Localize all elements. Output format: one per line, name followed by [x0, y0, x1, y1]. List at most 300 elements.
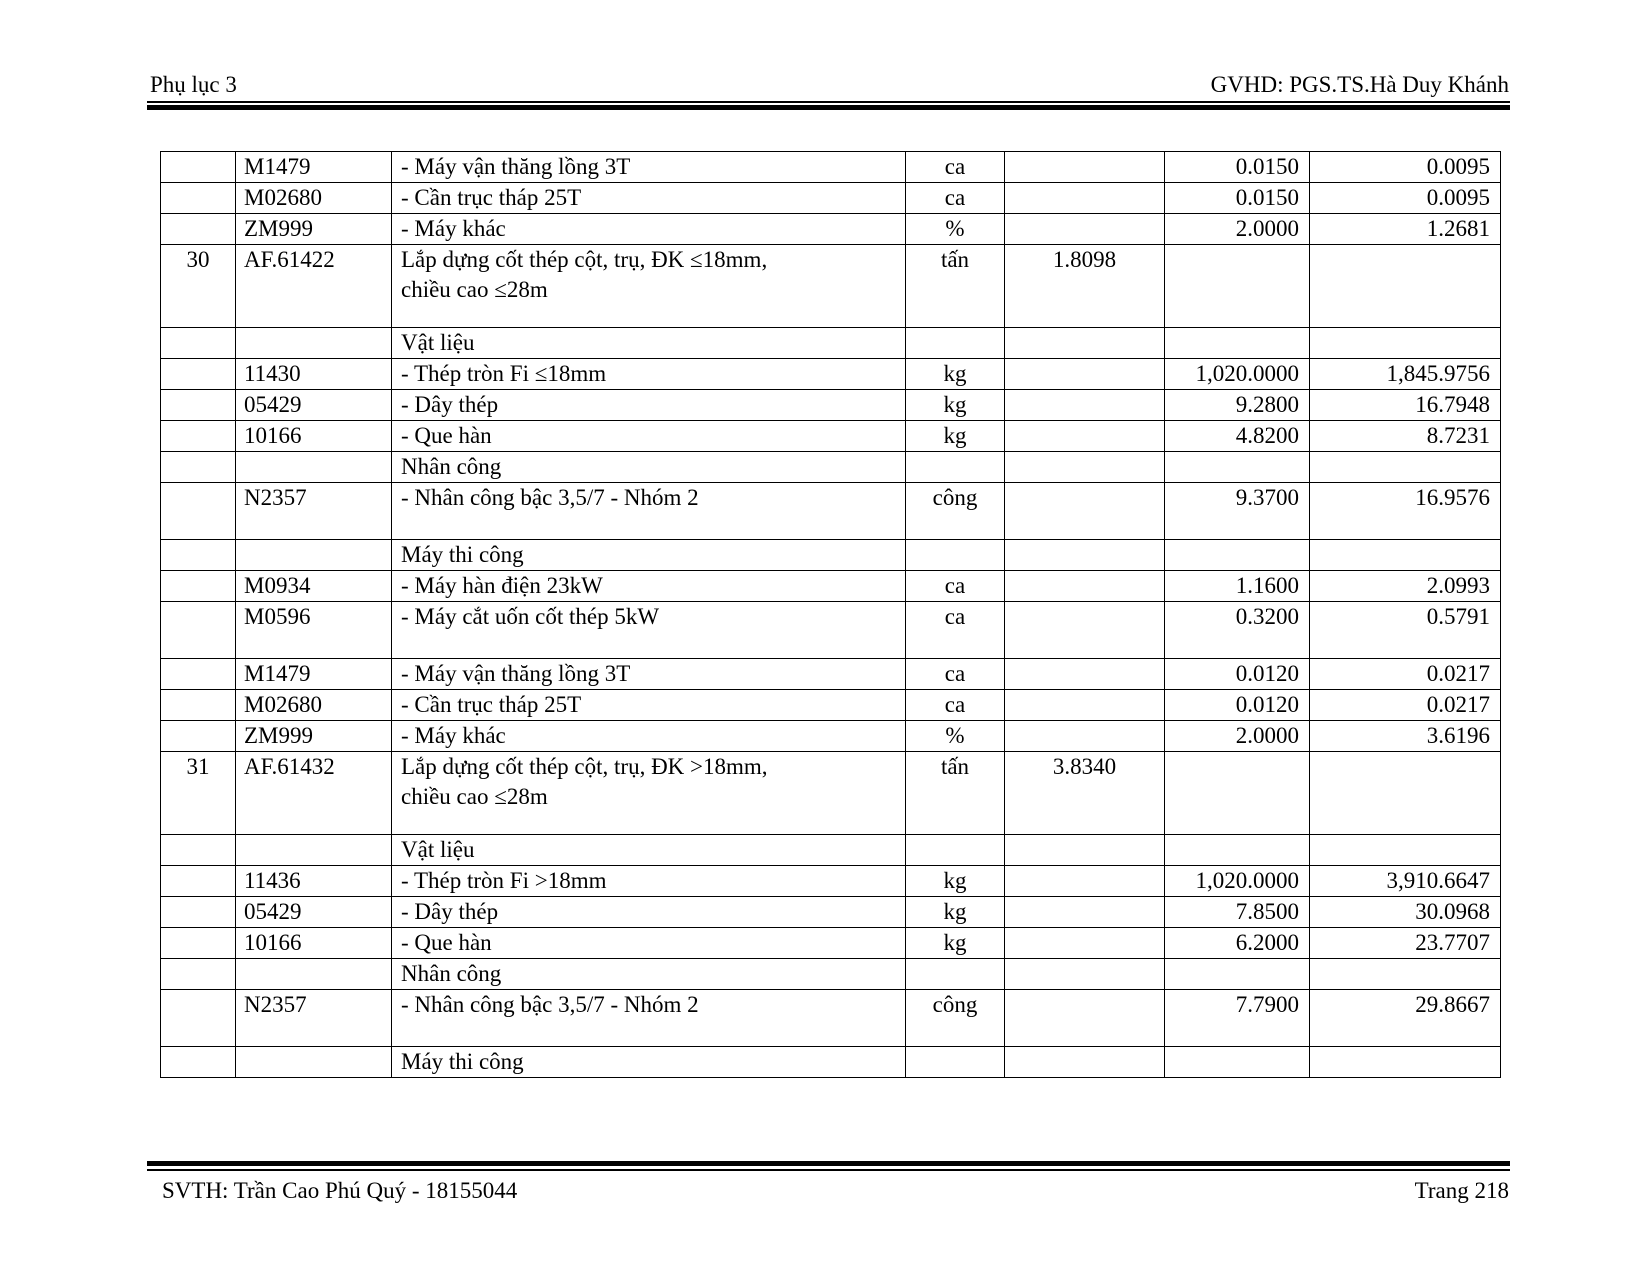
cell-total	[1310, 359, 1501, 390]
cell-quantity	[1005, 866, 1165, 897]
cell-code	[236, 214, 392, 245]
cell-total	[1310, 152, 1501, 183]
cell-norm	[1165, 690, 1310, 721]
cell-stt	[161, 752, 236, 835]
cell-description	[392, 152, 906, 183]
cell-unit	[906, 897, 1005, 928]
cell-stt	[161, 328, 236, 359]
cell-description	[392, 421, 906, 452]
cell-code-text: ZM999	[244, 216, 313, 241]
table-row	[161, 214, 1501, 245]
cell-total	[1310, 897, 1501, 928]
cell-code	[236, 1047, 392, 1078]
table-row	[161, 835, 1501, 866]
cell-code-text: 05429	[244, 899, 302, 924]
table-row	[161, 152, 1501, 183]
table-row	[161, 690, 1501, 721]
cell-stt	[161, 866, 236, 897]
cell-norm	[1165, 928, 1310, 959]
cell-unit	[906, 659, 1005, 690]
cell-description	[392, 214, 906, 245]
cell-total	[1310, 602, 1501, 659]
cell-unit-text: kg	[943, 423, 967, 448]
cell-norm	[1165, 359, 1310, 390]
cell-norm-text: 2.0000	[1235, 216, 1299, 241]
cell-total	[1310, 183, 1501, 214]
cell-total-text: 1.2681	[1426, 216, 1490, 241]
cell-unit	[906, 390, 1005, 421]
cell-norm	[1165, 866, 1310, 897]
table-row	[161, 721, 1501, 752]
cell-code	[236, 183, 392, 214]
cell-description	[392, 690, 906, 721]
cell-code-text: N2357	[244, 485, 307, 510]
cell-unit-text: kg	[943, 392, 967, 417]
cell-unit-text: ca	[944, 604, 966, 629]
cell-unit-text: kg	[943, 868, 967, 893]
cell-description	[392, 928, 906, 959]
cell-stt	[161, 214, 236, 245]
cell-unit	[906, 183, 1005, 214]
cell-norm	[1165, 959, 1310, 990]
cell-norm	[1165, 245, 1310, 328]
cell-code	[236, 752, 392, 835]
cell-total	[1310, 752, 1501, 835]
cell-description	[392, 245, 906, 328]
cell-total	[1310, 990, 1501, 1047]
cell-description-text: - Nhân công bậc 3,5/7 - Nhóm 2	[401, 485, 699, 510]
cell-total-text: 3.6196	[1426, 723, 1490, 748]
cell-unit	[906, 452, 1005, 483]
cell-stt-text: 31	[186, 754, 210, 779]
cell-stt	[161, 152, 236, 183]
cell-description-text: Nhân công	[401, 961, 502, 986]
cell-description-text: - Máy vận thăng lồng 3T	[401, 661, 631, 686]
cell-stt	[161, 897, 236, 928]
cell-unit-text: ca	[944, 573, 966, 598]
estimate-table	[160, 151, 1501, 1078]
cell-unit-text: ca	[944, 154, 966, 179]
cell-total-text: 23.7707	[1415, 930, 1490, 955]
cell-code-text: M0934	[244, 573, 311, 598]
cell-norm-text: 0.3200	[1235, 604, 1299, 629]
cell-norm-text: 9.2800	[1235, 392, 1299, 417]
cell-unit	[906, 483, 1005, 540]
cell-stt	[161, 835, 236, 866]
cell-unit	[906, 1047, 1005, 1078]
cell-code	[236, 602, 392, 659]
cell-description	[392, 959, 906, 990]
cell-norm	[1165, 721, 1310, 752]
cell-quantity	[1005, 602, 1165, 659]
cell-description-text: Máy thi công	[401, 1049, 524, 1074]
cell-norm	[1165, 602, 1310, 659]
cell-description	[392, 897, 906, 928]
cell-description-text-line2: chiều cao ≤28m	[401, 277, 548, 302]
cell-description-text: - Thép tròn Fi ≤18mm	[401, 361, 607, 386]
cell-stt	[161, 571, 236, 602]
cell-code	[236, 866, 392, 897]
table-row	[161, 328, 1501, 359]
cell-norm	[1165, 483, 1310, 540]
cell-norm-text: 0.0120	[1235, 661, 1299, 686]
cell-description-text: Nhân công	[401, 454, 502, 479]
cell-quantity	[1005, 483, 1165, 540]
cell-stt	[161, 990, 236, 1047]
cell-norm	[1165, 1047, 1310, 1078]
cell-code	[236, 721, 392, 752]
cell-unit	[906, 990, 1005, 1047]
cell-norm	[1165, 540, 1310, 571]
cell-norm	[1165, 897, 1310, 928]
cell-code	[236, 690, 392, 721]
cell-norm-text: 7.7900	[1235, 992, 1299, 1017]
cell-total	[1310, 835, 1501, 866]
cell-code	[236, 959, 392, 990]
cell-norm	[1165, 571, 1310, 602]
cell-code-text: ZM999	[244, 723, 313, 748]
cell-quantity	[1005, 928, 1165, 959]
table-row	[161, 483, 1501, 540]
cell-description	[392, 571, 906, 602]
cell-stt-text: 30	[186, 247, 210, 272]
cell-norm	[1165, 835, 1310, 866]
cell-norm-text: 0.0150	[1235, 185, 1299, 210]
cell-norm-text: 4.8200	[1235, 423, 1299, 448]
cell-norm	[1165, 152, 1310, 183]
cell-description	[392, 866, 906, 897]
cell-total	[1310, 1047, 1501, 1078]
cell-description-text: Lắp dựng cốt thép cột, trụ, ĐK ≤18mm,	[401, 247, 768, 272]
cell-quantity	[1005, 990, 1165, 1047]
cell-unit-text: %	[945, 723, 965, 748]
cell-stt	[161, 483, 236, 540]
cell-stt	[161, 959, 236, 990]
cell-quantity	[1005, 183, 1165, 214]
cell-unit	[906, 690, 1005, 721]
cell-total-text: 8.7231	[1426, 423, 1490, 448]
cell-code-text: AF.61422	[244, 247, 335, 272]
cell-total	[1310, 328, 1501, 359]
cell-code-text: M02680	[244, 692, 322, 717]
footer-rule-thin	[147, 1169, 1510, 1171]
cell-stt	[161, 183, 236, 214]
cell-unit	[906, 214, 1005, 245]
cell-norm	[1165, 421, 1310, 452]
footer-student: SVTH: Trần Cao Phú Quý - 18155044	[162, 1178, 518, 1203]
header-right-advisor: GVHD: PGS.TS.Hà Duy Khánh	[1210, 72, 1509, 97]
cell-description	[392, 540, 906, 571]
cell-description	[392, 752, 906, 835]
cell-unit-text: công	[932, 992, 978, 1017]
cell-quantity-text: 1.8098	[1052, 247, 1117, 272]
cell-description	[392, 835, 906, 866]
footer-page-number: Trang 218	[1414, 1178, 1509, 1203]
cell-code	[236, 152, 392, 183]
cell-unit	[906, 752, 1005, 835]
table-row	[161, 571, 1501, 602]
cell-code-text: N2357	[244, 992, 307, 1017]
cell-description	[392, 183, 906, 214]
cell-unit-text: %	[945, 216, 965, 241]
cell-description-text: - Que hàn	[401, 423, 492, 448]
cell-quantity	[1005, 721, 1165, 752]
cell-quantity	[1005, 328, 1165, 359]
cell-total-text: 0.0217	[1426, 661, 1490, 686]
cell-quantity	[1005, 452, 1165, 483]
cell-norm-text: 1.1600	[1235, 573, 1299, 598]
cell-norm	[1165, 214, 1310, 245]
cell-total	[1310, 721, 1501, 752]
cell-total-text: 0.0095	[1426, 185, 1490, 210]
footer-rule-thick	[147, 1161, 1510, 1166]
cell-total	[1310, 390, 1501, 421]
cell-total	[1310, 690, 1501, 721]
cell-unit-text: ca	[944, 185, 966, 210]
cell-unit-text: công	[932, 485, 978, 510]
table-row	[161, 390, 1501, 421]
cell-description-text: - Máy vận thăng lồng 3T	[401, 154, 631, 179]
cell-quantity	[1005, 540, 1165, 571]
cell-description-text: - Thép tròn Fi >18mm	[401, 868, 607, 893]
cell-total	[1310, 540, 1501, 571]
cell-unit	[906, 928, 1005, 959]
cell-description-text: Lắp dựng cốt thép cột, trụ, ĐK >18mm,	[401, 754, 768, 779]
table-row	[161, 990, 1501, 1047]
cell-norm	[1165, 452, 1310, 483]
cell-total	[1310, 421, 1501, 452]
cell-code-text: M1479	[244, 661, 311, 686]
table-row	[161, 245, 1501, 328]
cell-code-text: M0596	[244, 604, 311, 629]
cell-description-text: - Dây thép	[401, 392, 499, 417]
cell-total	[1310, 659, 1501, 690]
cell-code	[236, 928, 392, 959]
cell-code	[236, 659, 392, 690]
cell-quantity	[1005, 659, 1165, 690]
cell-quantity	[1005, 752, 1165, 835]
cell-code	[236, 990, 392, 1047]
cell-unit	[906, 571, 1005, 602]
cell-total-text: 30.0968	[1415, 899, 1490, 924]
cell-code-text: AF.61432	[244, 754, 335, 779]
cell-unit-text: tấn	[940, 247, 970, 272]
cell-norm-text: 6.2000	[1235, 930, 1299, 955]
cell-unit	[906, 421, 1005, 452]
table-row	[161, 540, 1501, 571]
cell-code	[236, 245, 392, 328]
table-row	[161, 897, 1501, 928]
header-rule-thick	[147, 105, 1510, 110]
cell-norm-text: 0.0150	[1235, 154, 1299, 179]
cell-description-text: Máy thi công	[401, 542, 524, 567]
cell-code	[236, 483, 392, 540]
cell-description	[392, 659, 906, 690]
cell-unit	[906, 721, 1005, 752]
cell-total-text: 3,910.6647	[1386, 868, 1490, 893]
cell-quantity	[1005, 897, 1165, 928]
cell-total	[1310, 928, 1501, 959]
cell-description-text: Vật liệu	[401, 837, 475, 862]
cell-stt	[161, 421, 236, 452]
table-row	[161, 359, 1501, 390]
cell-code-text: 11436	[244, 868, 301, 893]
cell-description-text: - Cần trục tháp 25T	[401, 185, 582, 210]
cell-norm-text: 9.3700	[1235, 485, 1299, 510]
cell-quantity	[1005, 390, 1165, 421]
cell-description-text: - Máy khác	[401, 216, 506, 241]
cell-total	[1310, 866, 1501, 897]
cell-unit-text: kg	[943, 361, 967, 386]
cell-norm-text: 1,020.0000	[1195, 868, 1299, 893]
cell-total-text: 0.0095	[1426, 154, 1490, 179]
table-row	[161, 866, 1501, 897]
cell-stt	[161, 390, 236, 421]
cell-description	[392, 452, 906, 483]
cell-description	[392, 721, 906, 752]
cell-quantity	[1005, 835, 1165, 866]
cell-norm-text: 0.0120	[1235, 692, 1299, 717]
cell-code	[236, 540, 392, 571]
cell-norm	[1165, 990, 1310, 1047]
cell-norm	[1165, 183, 1310, 214]
cell-quantity	[1005, 359, 1165, 390]
cell-unit-text: kg	[943, 899, 967, 924]
cell-description	[392, 483, 906, 540]
cell-quantity	[1005, 959, 1165, 990]
table-row	[161, 752, 1501, 835]
table-row	[161, 452, 1501, 483]
header-left-title: Phụ lục 3	[150, 72, 237, 97]
cell-stt	[161, 602, 236, 659]
table-row	[161, 928, 1501, 959]
cell-total	[1310, 214, 1501, 245]
cell-quantity-text: 3.8340	[1052, 754, 1117, 779]
table-row	[161, 659, 1501, 690]
cell-unit	[906, 152, 1005, 183]
header-rule-thin	[147, 101, 1510, 103]
cell-stt	[161, 452, 236, 483]
cell-code-text: 10166	[244, 930, 302, 955]
cell-quantity	[1005, 571, 1165, 602]
cell-unit-text: kg	[943, 930, 967, 955]
cell-quantity	[1005, 152, 1165, 183]
cell-total-text: 2.0993	[1426, 573, 1490, 598]
cell-code	[236, 835, 392, 866]
cell-description-text: - Nhân công bậc 3,5/7 - Nhóm 2	[401, 992, 699, 1017]
estimate-table-body	[161, 152, 1501, 1078]
cell-stt	[161, 690, 236, 721]
table-row	[161, 183, 1501, 214]
cell-description-text: - Máy cắt uốn cốt thép 5kW	[401, 604, 660, 629]
cell-description-text-line2: chiều cao ≤28m	[401, 784, 548, 809]
cell-stt	[161, 540, 236, 571]
cell-unit	[906, 328, 1005, 359]
cell-unit	[906, 245, 1005, 328]
cell-quantity	[1005, 214, 1165, 245]
cell-total	[1310, 959, 1501, 990]
cell-stt	[161, 359, 236, 390]
cell-total-text: 16.9576	[1415, 485, 1490, 510]
cell-code	[236, 452, 392, 483]
cell-total-text: 0.0217	[1426, 692, 1490, 717]
cell-norm	[1165, 390, 1310, 421]
cell-unit	[906, 359, 1005, 390]
cell-code	[236, 328, 392, 359]
table-row	[161, 1047, 1501, 1078]
table-row	[161, 421, 1501, 452]
cell-code	[236, 390, 392, 421]
cell-code	[236, 897, 392, 928]
cell-norm	[1165, 328, 1310, 359]
cell-total-text: 1,845.9756	[1386, 361, 1490, 386]
cell-total	[1310, 245, 1501, 328]
table-row	[161, 959, 1501, 990]
cell-total-text: 16.7948	[1415, 392, 1490, 417]
cell-description-text: Vật liệu	[401, 330, 475, 355]
cell-description	[392, 1047, 906, 1078]
cell-total-text: 29.8667	[1415, 992, 1490, 1017]
cell-code-text: M1479	[244, 154, 311, 179]
cell-unit	[906, 602, 1005, 659]
cell-quantity	[1005, 245, 1165, 328]
cell-description	[392, 602, 906, 659]
cell-stt	[161, 245, 236, 328]
cell-quantity	[1005, 1047, 1165, 1078]
cell-description	[392, 359, 906, 390]
cell-unit	[906, 835, 1005, 866]
cell-total-text: 0.5791	[1426, 604, 1490, 629]
cell-stt	[161, 928, 236, 959]
cell-total	[1310, 483, 1501, 540]
cell-code	[236, 571, 392, 602]
cell-unit	[906, 866, 1005, 897]
cell-unit	[906, 540, 1005, 571]
cell-unit-text: ca	[944, 692, 966, 717]
cell-description-text: - Máy khác	[401, 723, 506, 748]
cell-description-text: - Cần trục tháp 25T	[401, 692, 582, 717]
cell-description	[392, 328, 906, 359]
cell-code-text: 05429	[244, 392, 302, 417]
cell-stt	[161, 721, 236, 752]
table-row	[161, 602, 1501, 659]
cell-code-text: 11430	[244, 361, 301, 386]
cell-norm	[1165, 752, 1310, 835]
cell-code-text: 10166	[244, 423, 302, 448]
cell-description	[392, 990, 906, 1047]
cell-code	[236, 421, 392, 452]
cell-norm-text: 2.0000	[1235, 723, 1299, 748]
cell-code-text: M02680	[244, 185, 322, 210]
cell-total	[1310, 571, 1501, 602]
cell-unit-text: ca	[944, 661, 966, 686]
cell-description-text: - Que hàn	[401, 930, 492, 955]
cell-stt	[161, 659, 236, 690]
cell-quantity	[1005, 421, 1165, 452]
cell-total	[1310, 452, 1501, 483]
cell-unit-text: tấn	[940, 754, 970, 779]
cell-unit	[906, 959, 1005, 990]
cell-stt	[161, 1047, 236, 1078]
cell-norm-text: 1,020.0000	[1195, 361, 1299, 386]
cell-norm	[1165, 659, 1310, 690]
cell-norm-text: 7.8500	[1235, 899, 1299, 924]
cell-description-text: - Máy hàn điện 23kW	[401, 573, 603, 598]
cell-description	[392, 390, 906, 421]
cell-description-text: - Dây thép	[401, 899, 499, 924]
cell-quantity	[1005, 690, 1165, 721]
cell-code	[236, 359, 392, 390]
